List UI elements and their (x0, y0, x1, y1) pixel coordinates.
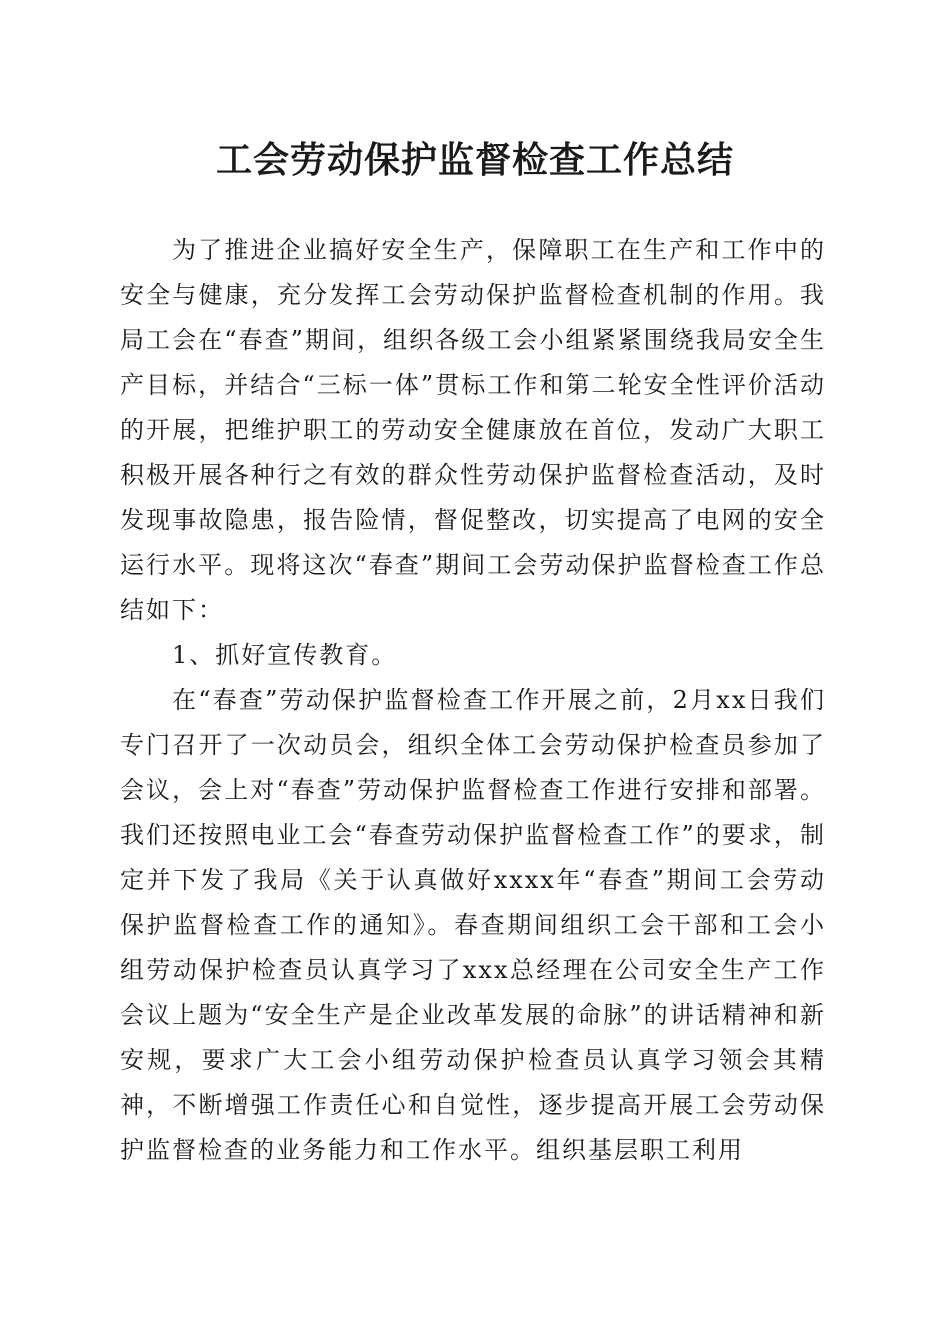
paragraph-intro: 为了推进企业搞好安全生产，保障职工在生产和工作中的安全与健康，充分发挥工会劳动保护监督检查机制的作用。我局工会在“春查”期间，组织各级工会小组紧紧围绕我局安全生产目标，并结合“三标一体”贯标工作和第二轮安全性评价活动的开展，把维护职工的劳动安全健康放在首位，发动广大职工积极开展各种行之有效的群众性劳动保护监督检查活动，及时发现事故隐患，报告险情，督促整改，切实提高了电网的安全运行水平。现将这次“春查”期间工会劳动保护监督检查工作总结如下： (120, 236, 826, 624)
paragraph-section-1: 在“春查”劳动保护监督检查工作开展之前，2月xx日我们专门召开了一次动员会，组织全体工会劳动保护检查员参加了会议，会上对“春查”劳动保护监督检查工作进行安排和部署。我们还按照电业工会“春查劳动保护监督检查工作”的要求，制定并下发了我局《关于认真做好xxxx年“春查”期间工会劳动保护监督检查工作的通知》。春查期间组织工会干部和工会小组劳动保护检查员认真学习了xxx总经理在公司安全生产工作会议上题为“安全生产是企业改革发展的命脉”的讲话精神和新安规，要求广大工会小组劳动保护检查员认真学习领会其精神，不断增强工作责任心和自觉性，逐步提高开展工会劳动保护监督检查的业务能力和工作水平。组织基层职工利用 (120, 686, 826, 1164)
document-body (120, 228, 826, 1173)
document-title: 工会劳动保护监督检查工作总结 (215, 139, 734, 181)
paragraph-heading-1: 1、抓好宣传教育。 (172, 641, 398, 669)
